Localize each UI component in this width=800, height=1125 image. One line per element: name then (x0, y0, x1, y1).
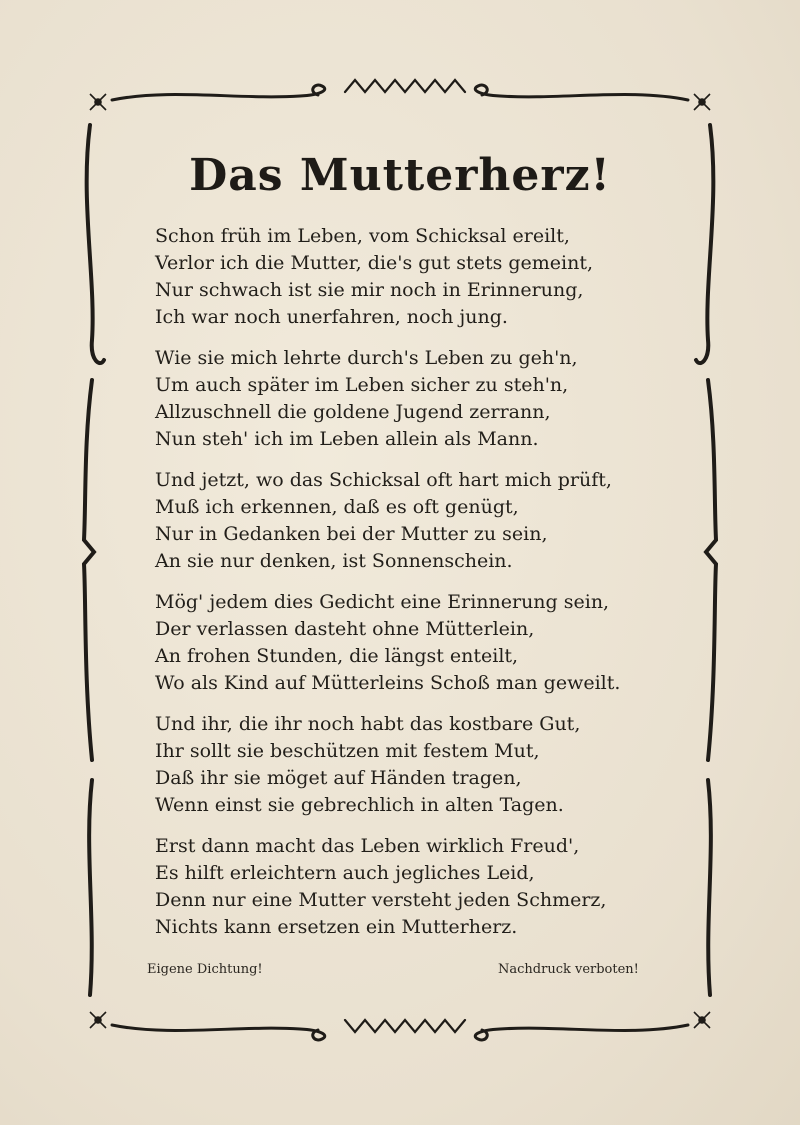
top-scroll-left (112, 85, 325, 100)
corner-ornament-top-left (90, 94, 106, 110)
poem-line: Nun steh' ich im Leben allein als Mann. (155, 428, 539, 450)
poem-line: Daß ihr sie möget auf Händen tragen, (155, 767, 522, 789)
poem-line: Nichts kann ersetzen ein Mutterherz. (155, 916, 518, 938)
corner-ornament-bottom-left (90, 1012, 106, 1028)
poem-line: An frohen Stunden, die längst enteilt, (155, 645, 519, 667)
bottom-scroll-left (112, 1025, 325, 1040)
left-scroll-mid (84, 380, 94, 760)
poem-line: Muß ich erkennen, daß es oft genügt, (155, 496, 519, 518)
stanza (155, 589, 675, 697)
right-scroll-mid (706, 380, 716, 760)
poem-line: Und ihr, die ihr noch habt das kostbare Gut, (155, 713, 581, 735)
poem-line: Wo als Kind auf Mütterleins Schoß man geweilt. (155, 672, 621, 694)
poem-line: Und jetzt, wo das Schicksal oft hart mich prüft, (155, 469, 612, 491)
stanza (155, 223, 675, 331)
poem-line: Denn nur eine Mutter versteht jeden Schmerz, (155, 889, 607, 911)
top-zigzag (345, 80, 465, 92)
left-scroll-lower (89, 780, 92, 995)
right-scroll-lower (708, 780, 711, 995)
stanza (155, 711, 675, 819)
poem-line: Es hilft erleichtern auch jegliches Leid, (155, 862, 535, 884)
poem-line: Wie sie mich lehrte durch's Leben zu geh'n, (155, 347, 578, 369)
stanza (155, 345, 675, 453)
stanza (155, 833, 675, 941)
poem-line: Allzuschnell die goldene Jugend zerrann, (155, 401, 551, 423)
poem-line: Ihr sollt sie beschützen mit festem Mut, (155, 740, 540, 762)
authorship-note: Eigene Dichtung! (147, 962, 263, 977)
poem-line: Mög' jedem dies Gedicht eine Erinnerung sein, (155, 591, 610, 613)
poem-line: Schon früh im Leben, vom Schicksal ereilt, (155, 225, 570, 247)
poem-body (155, 223, 675, 955)
poem-line: Nur schwach ist sie mir noch in Erinnerung, (155, 279, 584, 301)
poem-line: An sie nur denken, ist Sonnenschein. (155, 550, 513, 572)
corner-ornament-top-right (694, 94, 710, 110)
stanza (155, 467, 675, 575)
poem-line: Nur in Gedanken bei der Mutter zu sein, (155, 523, 548, 545)
poem-line: Verlor ich die Mutter, die's gut stets gemeint, (155, 252, 594, 274)
poem-line: Um auch später im Leben sicher zu steh'n, (155, 374, 569, 396)
copyright-note: Nachdruck verboten! (498, 962, 639, 977)
poem-line: Der verlassen dasteht ohne Mütterlein, (155, 618, 535, 640)
poem-line: Wenn einst sie gebrechlich in alten Tagen. (155, 794, 564, 816)
poem-line: Erst dann macht das Leben wirklich Freud', (155, 835, 580, 857)
corner-ornament-bottom-right (694, 1012, 710, 1028)
bottom-scroll-right (475, 1025, 688, 1040)
poem-title: Das Mutterherz! (189, 150, 611, 201)
bottom-zigzag (345, 1020, 465, 1032)
poem-line: Ich war noch unerfahren, noch jung. (155, 306, 508, 328)
top-scroll-right (475, 85, 688, 100)
